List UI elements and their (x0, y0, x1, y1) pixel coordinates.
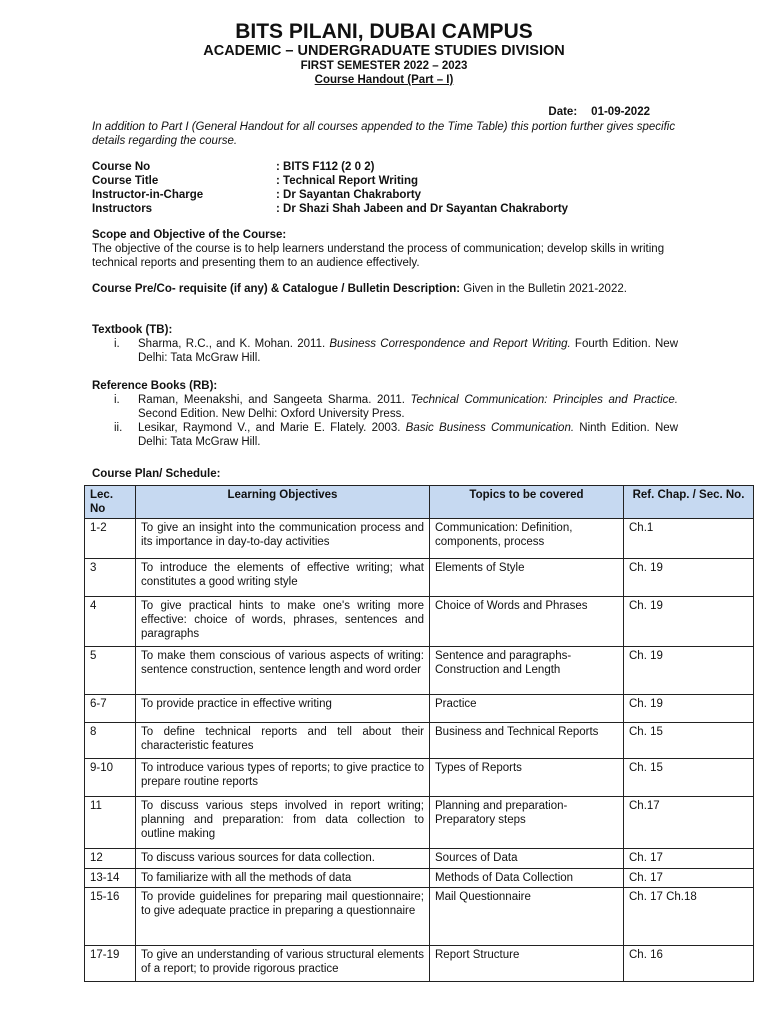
ref-chap-cell: Ch. 16 (624, 946, 754, 982)
ref-chap-cell: Ch. 19 (624, 597, 754, 647)
instructor-in-charge-value: : Dr Sayantan Chakraborty (276, 189, 422, 201)
textbook-item (92, 337, 678, 365)
ref-chap-cell: Ch. 19 (624, 647, 754, 695)
reference-item-authors: Lesikar, Raymond V., and Marie E. Flately. 2003. (138, 422, 406, 434)
lec-no-cell: 3 (85, 559, 136, 597)
textbook-item-number: i. (114, 338, 120, 350)
prereq-text: Given in the Bulletin 2021-2022. (460, 283, 627, 295)
topic-cell: Communication: Definition, components, process (430, 519, 624, 559)
table-row (85, 695, 754, 723)
table-row (85, 559, 754, 597)
table-row (85, 597, 754, 647)
reference-item-title: Basic Business Communication. (405, 422, 575, 434)
topic-cell: Report Structure (430, 946, 624, 982)
reference-item-number: i. (114, 394, 120, 406)
textbook-item-title: Business Correspondence and Report Writing. (329, 338, 571, 350)
table-row (85, 888, 754, 946)
lec-no-cell: 15-16 (85, 888, 136, 946)
instructor-in-charge-row (92, 189, 421, 201)
table-row (85, 759, 754, 797)
ref-chap-cell: Ch. 15 (624, 759, 754, 797)
ref-chap-cell: Ch.1 (624, 519, 754, 559)
topic-cell: Sources of Data (430, 849, 624, 869)
objective-cell: To give an insight into the communication process and its importance in day-to-day activities (136, 519, 430, 559)
topic-cell: Planning and preparation- Preparatory steps (430, 797, 624, 849)
reference-item (92, 393, 678, 421)
ref-chap-cell: Ch. 17 (624, 849, 754, 869)
course-plan-table (84, 485, 754, 982)
ref-chap-cell: Ch. 17 Ch.18 (624, 888, 754, 946)
objective-cell: To make them conscious of various aspects of writing: sentence construction, sentence length and word order (136, 647, 430, 695)
topic-cell: Business and Technical Reports (430, 723, 624, 759)
column-header-ref-chap: Ref. Chap. / Sec. No. (624, 486, 754, 519)
topic-cell: Choice of Words and Phrases (430, 597, 624, 647)
institution-title: BITS PILANI, DUBAI CAMPUS (235, 20, 533, 43)
table-row (85, 797, 754, 849)
intro-paragraph: In addition to Part I (General Handout for all courses appended to the Time Table) this portion further gives specific details regarding the course. (92, 121, 676, 147)
handout-title: Course Handout (Part – I) (314, 74, 454, 86)
course-no-row (92, 161, 374, 173)
objective-cell: To discuss various steps involved in report writing; planning and preparation: from data collection to outline making (136, 797, 430, 849)
date-label: Date: (548, 106, 578, 118)
reference-section (92, 379, 678, 449)
objective-cell: To provide guidelines for preparing mail questionnaire; to give adequate practice in preparing a questionnaire (136, 888, 430, 946)
reference-item (92, 421, 678, 449)
instructors-row (92, 203, 568, 215)
topic-cell: Elements of Style (430, 559, 624, 597)
course-title-label: Course Title (92, 175, 159, 187)
column-header-lec-no: Lec. No (85, 486, 136, 519)
ref-chap-cell: Ch. 19 (624, 559, 754, 597)
reference-heading: Reference Books (RB): (92, 380, 218, 392)
instructors-value: : Dr Shazi Shah Jabeen and Dr Sayantan Chakraborty (276, 203, 569, 215)
ref-chap-cell: Ch. 15 (624, 723, 754, 759)
table-row (85, 849, 754, 869)
objective-cell: To familiarize with all the methods of data (136, 869, 430, 888)
lec-no-cell: 12 (85, 849, 136, 869)
course-no-label: Course No (92, 161, 151, 173)
instructor-in-charge-label: Instructor-in-Charge (92, 189, 204, 201)
objective-cell: To provide practice in effective writing (136, 695, 430, 723)
scope-section (92, 228, 678, 270)
date-line (548, 106, 650, 118)
reference-item-edition: Ninth Edition. New Delhi: Tata McGraw Hill. (138, 422, 679, 448)
prereq-heading: Course Pre/Co- requisite (if any) & Catalogue / Bulletin Description: (92, 283, 461, 295)
topic-cell: Sentence and paragraphs- Construction and Length (430, 647, 624, 695)
reference-item-authors: Raman, Meenakshi, and Sangeeta Sharma. 2011. (138, 394, 411, 406)
semester-title: FIRST SEMESTER 2022 – 2023 (300, 60, 468, 72)
topic-cell: Mail Questionnaire (430, 888, 624, 946)
scope-text: The objective of the course is to help learners understand the process of communication; develop skills in writing technical reports and presenting them to an audience effectively. (92, 243, 665, 269)
table-header-row (85, 486, 754, 519)
ref-chap-cell: Ch. 19 (624, 695, 754, 723)
reference-item-number: ii. (114, 422, 123, 434)
lec-no-cell: 5 (85, 647, 136, 695)
lec-no-cell: 4 (85, 597, 136, 647)
column-header-topics: Topics to be covered (430, 486, 624, 519)
textbook-section (92, 323, 678, 365)
textbook-item-edition: Fourth Edition. New Delhi: Tata McGraw Hill. (138, 338, 679, 364)
table-row (85, 647, 754, 695)
prereq-section (92, 282, 678, 296)
column-header-learning-objectives: Learning Objectives (136, 486, 430, 519)
lec-no-cell: 13-14 (85, 869, 136, 888)
course-title-value: : Technical Report Writing (276, 175, 419, 187)
table-row (85, 723, 754, 759)
objective-cell: To discuss various sources for data collection. (136, 849, 430, 869)
lec-no-cell: 9-10 (85, 759, 136, 797)
topic-cell: Methods of Data Collection (430, 869, 624, 888)
instructors-label: Instructors (92, 203, 153, 215)
lec-no-cell: 6-7 (85, 695, 136, 723)
lec-no-cell: 17-19 (85, 946, 136, 982)
textbook-heading: Textbook (TB): (92, 324, 173, 336)
course-plan-heading: Course Plan/ Schedule: (92, 468, 221, 480)
course-no-value: : BITS F112 (2 0 2) (276, 161, 375, 173)
lec-no-cell: 11 (85, 797, 136, 849)
course-title-row (92, 175, 418, 187)
reference-item-title: Technical Communication: Principles and Practice. (410, 394, 679, 406)
date-value: 01-09-2022 (591, 106, 650, 118)
topic-cell: Practice (430, 695, 624, 723)
textbook-item-authors: Sharma, R.C., and K. Mohan. 2011. (138, 338, 330, 350)
objective-cell: To introduce the elements of effective writing; what constitutes a good writing style (136, 559, 430, 597)
table-row (85, 519, 754, 559)
table-row (85, 869, 754, 888)
lec-no-cell: 1-2 (85, 519, 136, 559)
ref-chap-cell: Ch.17 (624, 797, 754, 849)
objective-cell: To give an understanding of various structural elements of a report; to provide rigorous practice (136, 946, 430, 982)
topic-cell: Types of Reports (430, 759, 624, 797)
scope-heading: Scope and Objective of the Course: (92, 229, 287, 241)
lec-no-cell: 8 (85, 723, 136, 759)
division-title: ACADEMIC – UNDERGRADUATE STUDIES DIVISION (203, 43, 565, 59)
objective-cell: To give practical hints to make one's writing more effective: choice of words, phrases, sentences and paragraphs (136, 597, 430, 647)
table-row (85, 946, 754, 982)
reference-item-edition: Second Edition. New Delhi: Oxford University Press. (138, 408, 405, 420)
ref-chap-cell: Ch. 17 (624, 869, 754, 888)
objective-cell: To introduce various types of reports; to give practice to prepare routine reports (136, 759, 430, 797)
objective-cell: To define technical reports and tell about their characteristic features (136, 723, 430, 759)
